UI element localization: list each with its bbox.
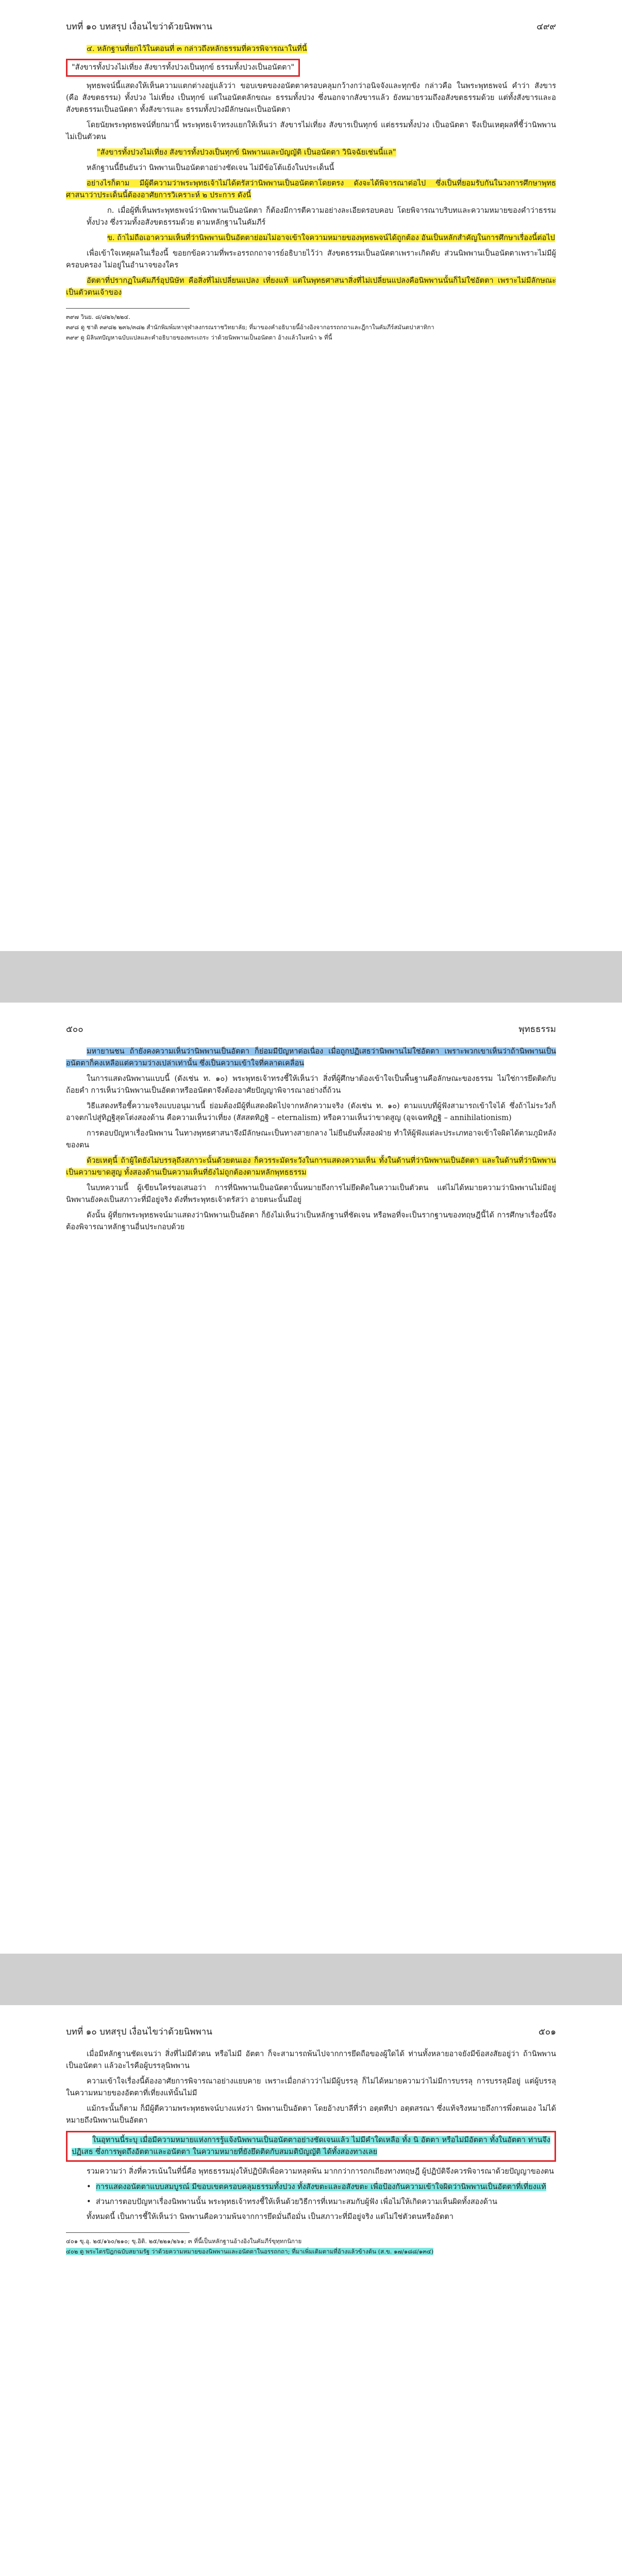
paragraph: ก. เมื่อผู้ที่เห็นพระพุทธพจน์ว่านิพพานเป็นอนัตตา ก็ต้องมีการตีความอย่างละเอียดรอบคอบ โดยพิจารณาบริบทและความหมายของคำว่าธรรมทั้งปวง ซึ่งรวมทั้งอสังขตธรรมด้วย ตามหลักฐานในคัมภีร์ xyxy=(87,207,556,227)
highlighted-box xyxy=(66,2131,556,2162)
paragraph: โดยนัยพระพุทธพจน์ที่ยกมานี้ พระพุทธเจ้าทรงแยกให้เห็นว่า สังขารไม่เที่ยง สังขารเป็นทุกข์ แต่ธรรมทั้งปวง เป็นอนัตตา จึงเป็นเหตุผลที่ชี้ว่านิพพานไม่เป็นตัวตน xyxy=(66,121,556,141)
paragraph: รวมความว่า สิ่งที่ควรเน้นในที่นี้คือ พุทธธรรมมุ่งให้ปฏิบัติเพื่อความหลุดพ้น มากกว่าการถกเถียงทางทฤษฎี ผู้ปฏิบัติจึงควรพิจารณาด้วยปัญญาของตน xyxy=(87,2167,554,2176)
header-left: บทที่ ๑๐ บทสรุป เงื่อนไขว่าด้วยนิพพาน xyxy=(66,22,212,32)
bullet-list xyxy=(87,2181,556,2208)
header-left: บทที่ ๑๐ บทสรุป เงื่อนไขว่าด้วยนิพพาน xyxy=(66,2027,212,2037)
page-number: ๕๐๑ xyxy=(538,2027,556,2037)
paragraph: ความเข้าใจเรื่องนี้ต้องอาศัยการพิจารณาอย่างแยบคาย เพราะเมื่อกล่าวว่าไม่มีผู้บรรลุ ก็ไม่ได้หมายความว่าไม่มีการบรรลุ การบรรลุมีอยู่ แต่ผู้บรรลุในความหมายของอัตตาที่เที่ยงแท้นั้นไม่มี xyxy=(66,2077,556,2097)
paragraph: ๔. หลักฐานที่ยกไว้ในตอนที่ ๓ กล่าวถึงหลักธรรมที่ควรพิจารณาในที่นี้ xyxy=(87,45,307,53)
page-body xyxy=(66,1046,556,1233)
quote: "สังขารทั้งปวงไม่เที่ยง สังขารทั้งปวงเป็นทุกข์ นิพพานและบัญญัติ เป็นอนัตตา วินิจฉัยเช่นนี้แล" xyxy=(97,148,396,157)
list-item: • ส่วนการตอบปัญหาเรื่องนิพพานนั้น พระพุทธเจ้าทรงชี้ให้เห็นด้วยวิธีการที่เหมาะสมกับผู้ฟัง เพื่อไม่ให้เกิดความเห็นผิดทั้งสองด้าน xyxy=(87,2196,556,2208)
page-body xyxy=(66,43,556,342)
paragraph: หลักฐานนี้ยืนยันว่า นิพพานเป็นอนัตตาอย่างชัดเจน ไม่มีข้อโต้แย้งในประเด็นนี้ xyxy=(87,164,334,172)
footnote-separator xyxy=(66,2232,190,2233)
paragraph: ด้วยเหตุนี้ ถ้าผู้ใดยังไม่บรรลุถึงสภาวะนั้นด้วยตนเอง ก็ควรระมัดระวังในการแสดงความเห็น ทั้งในด้านที่ว่านิพพานเป็นอัตตา และในด้านที่ว่านิพพานเป็นความขาดสูญ ทั้งสองด้านเป็นความเห็นที่ยังไม่ถูกต้องตามหลักพุทธธรรม xyxy=(66,1157,556,1177)
footnote: ๓๙๘ ดู ชาติ ๓๙๘๒ ๒๓๖/๓๘๒ สำนักพิมพ์มหาจุฬาลงกรณราชวิทยาลัย; ที่มาของคำอธิบายนี้อ้างอิงจากอรรถกถาและฎีกาในคัมภีร์สมันตปาสาทิกา xyxy=(66,324,434,331)
paragraph: เมื่อมีหลักฐานชัดเจนว่า สิ่งที่ไม่มีตัวตน หรือไม่มี อัตตา ก็จะสามารถพ้นไปจากการยึดถือของผู้ใดได้ ท่านทั้งหลายอาจยังมีข้อสงสัยอยู่ว่า ถ้านิพพานเป็นอนัตตา แล้วอะไรคือผู้บรรลุนิพพาน xyxy=(66,2050,556,2070)
footnote: ๓๙๙ ดู มิลินทปัญหาฉบับแปลและคำอธิบายของพระเถระ ว่าด้วยนิพพานเป็นอนัตตา อ้างแล้วในหน้า ๖ ที่นี้ xyxy=(66,334,332,341)
page-1 xyxy=(0,0,622,951)
footnote: ๔๐๒ ดู พระไตรปิฎกฉบับสยามรัฐ ว่าด้วยความหมายของนิพพานและอนัตตาในอรรถกถา; ที่มาเพิ่มเติมตามที่อ้างแล้วข้างต้น (ส.ข. ๑๗/๑๘๘/๑๓๔) xyxy=(66,2248,434,2255)
page-2 xyxy=(0,1003,622,1954)
footnote: ๓๙๗ วินย. ๘/๘๒๖/๒๒๔. xyxy=(66,313,130,320)
page-header xyxy=(66,2005,556,2038)
header-right: พุทธธรรม xyxy=(518,1024,556,1035)
list-item: • การแสดงอนัตตาแบบสมบูรณ์ มีขอบเขตครอบคลุมธรรมทั้งปวง ทั้งสังขตะและอสังขตะ เพื่อป้องกันความเข้าใจผิดว่านิพพานเป็นอัตตาที่เที่ยงแท้ xyxy=(87,2181,556,2193)
paragraph: ในอุทานนี้ระบุ เมื่อมีความหมายแห่งการรู้แจ้งนิพพานเป็นอนัตตาอย่างชัดเจนแล้ว ไม่มีคำใดเหลือ ทั้ง นิ อัตตา หรือไม่มีอัตตา ทั้งในอัตตา ท่านจึงปฏิเสธ ซึ่งการพูดถึงอัตตาและอนัตตา ในความหมายที่ยังยึดติดกับสมมติบัญญัติ ได้ทั้งสองทางเลย xyxy=(72,2136,550,2156)
page-body xyxy=(66,2048,556,2256)
footnote-separator xyxy=(66,308,190,309)
paragraph: แม้กระนั้นก็ตาม ก็มีผู้ตีความพระพุทธพจน์บางแห่งว่า นิพพานเป็นอัตตา โดยอ้างบาลีที่ว่า อตฺตทีปา อตฺตสรณา ซึ่งแท้จริงหมายถึงการพึ่งตนเอง ไม่ได้หมายถึงนิพพานเป็นอัตตา xyxy=(66,2105,557,2125)
paragraph: ข. ถ้าไม่ถือเอาความเห็นที่ว่านิพพานเป็นอัตตาย่อมไม่อาจเข้าใจความหมายของพุทธพจน์ได้ถูกต้อง อันเป็นหลักสำคัญในการศึกษาเรื่องนี้ต่อไป xyxy=(107,234,555,242)
page-number: ๔๙๙ xyxy=(536,22,556,32)
paragraph: การตอบปัญหาเรื่องนิพพาน ในทางพุทธศาสนาจึงมีลักษณะเป็นทางสายกลาง ไม่ยืนยันทั้งสองฝ่าย ทำให้ผู้ฟังแต่ละประเภทอาจเข้าใจผิดได้ตามภูมิหลังของตน xyxy=(66,1129,556,1149)
paragraph: วิธีแสดงหรือชี้ความจริงแบบอนุมานนี้ ย่อมต้องมีผู้ที่แสดงผิดไปจากหลักความจริง (ดังเช่น ท. ๑๐) ตามแบบที่ผู้ฟังสามารถเข้าใจได้ ซึ่งถ้าไม่ระวังก็อาจตกไปสู่ทิฏฐิสุดโต่งสองด้าน คือความเห็นว่าเที่ยง (สัสสตทิฏฐิ – eternalism) หรือความเห็นว่าขาดสูญ (อุจเฉททิฏฐิ – annihilationism) xyxy=(66,1102,556,1122)
paragraph: ดังนั้น ผู้ที่ยกพระพุทธพจน์มาแสดงว่านิพพานเป็นอัตตา ก็ยังไม่เห็นว่าเป็นหลักฐานที่ชัดเจน หรือพอที่จะเป็นรากฐานของทฤษฎีนี้ได้ การศึกษาเรื่องนี้จึงต้องพิจารณาหลักฐานอื่นประกอบด้วย xyxy=(66,1211,556,1231)
page-header xyxy=(66,1003,556,1036)
page-3 xyxy=(0,2005,622,2576)
footnote: ๔๐๑ ขุ.อุ. ๒๕/๑๖๐/๒๑๐; ขุ.อิติ. ๒๕/๒๒๑/๒๖๑; ๓ ที่นี้เป็นหลักฐานอ้างอิงในคัมภีร์ขุทฺทกนิกาย xyxy=(66,2238,302,2245)
paragraph: พุทธพจน์นี้แสดงให้เห็นความแตกต่างอยู่แล้วว่า ขอบเขตของอนัตตาครอบคลุมกว้างกว่าอนิจจังและทุกขัง กล่าวคือ ในพระพุทธพจน์ คำว่า สังขาร (คือ สังขตธรรม) ทั้งปวง ไม่เที่ยง เป็นทุกข์ แต่ในอนัตตลักขณะ ธรรมทั้งปวง ซึ่งนอกจากสังขารแล้ว ยังหมายรวมถึงอสังขตธรรมด้วย แต่ทั้งสังขารและอสังขตธรรมเป็นอนัตตา ทั้งสังขารและ ธรรมทั้งปวงมีลักษณะเป็นอนัตตา xyxy=(66,82,556,114)
paragraph: ในการแสดงนิพพานแบบนี้ (ดังเช่น ท. ๑๐) พระพุทธเจ้าทรงชี้ให้เห็นว่า สิ่งที่ผู้ศึกษาต้องเข้าใจเป็นพื้นฐานคือลักษณะของธรรม ไม่ใช่การยึดติดกับถ้อยคำ การเห็นว่านิพพานเป็นอัตตาหรืออนัตตาจึงต้องอาศัยปัญญาพิจารณาอย่างถี่ถ้วน xyxy=(66,1075,556,1095)
paragraph: มหายานชน ถ้ายังคงความเห็นว่านิพพานเป็นอัตตา ก็ย่อมมีปัญหาต่อเนื่อง เมื่อถูกปฏิเสธว่านิพพานไม่ใช่อัตตา เพราะพวกเขาเห็นว่าถ้านิพพานเป็นอนัตตาก็คงเหลือแต่ความว่างเปล่าเท่านั้น ซึ่งเป็นความเข้าใจที่คลาดเคลื่อน xyxy=(66,1047,556,1067)
paragraph: เพื่อเข้าใจเหตุผลในเรื่องนี้ ขอยกข้อความที่พระอรรถกถาจารย์อธิบายไว้ว่า สังขตธรรมเป็นอนัตตาเพราะเกิดดับ ส่วนนิพพานเป็นอนัตตาเพราะไม่มีผู้ครอบครอง ไม่อยู่ในอำนาจของใคร xyxy=(66,249,556,269)
paragraph: ในบทความนี้ ผู้เขียนใคร่ขอเสนอว่า การที่นิพพานเป็นอนัตตานั้นหมายถึงการไม่ยึดติดในความเป็นตัวตน แต่ไม่ได้หมายความว่านิพพานไม่มีอยู่ นิพพานยังคงเป็นสภาวะที่มีอยู่จริง ดังที่พระพุทธเจ้าตรัสว่า อายตนะนั้นมีอยู่ xyxy=(66,1184,556,1204)
page-number: ๕๐๐ xyxy=(66,1024,83,1035)
page-header xyxy=(66,0,556,33)
paragraph: อย่างไรก็ตาม มีผู้ตีความว่าพระพุทธเจ้าไม่ได้ตรัสว่านิพพานเป็นอนัตตาโดยตรง ดังจะได้พิจารณาต่อไป ซึ่งเป็นที่ยอมรับกันในวงการศึกษาพุทธศาสนาว่าประเด็นนี้ต้องอาศัยการวิเคราะห์ ๒ ประการ ดังนี้ xyxy=(66,179,556,199)
quote: "สังขารทั้งปวงไม่เที่ยง สังขารทั้งปวงเป็นทุกข์ ธรรมทั้งปวงเป็นอนัตตา" xyxy=(66,59,556,77)
paragraph: ทั้งหมดนี้ เป็นการชี้ให้เห็นว่า นิพพานคือความพ้นจากการยึดมั่นถือมั่น เป็นสภาวะที่มีอยู่จริง แต่ไม่ใช่ตัวตนหรืออัตตา xyxy=(87,2213,453,2221)
paragraph: อัตตาที่ปรากฏในคัมภีร์อุปนิษัท คือสิ่งที่ไม่เปลี่ยนแปลง เที่ยงแท้ แต่ในพุทธศาสนาสิ่งที่ไม่เปลี่ยนแปลงคือนิพพานนั้นก็ไม่ใช่อัตตา เพราะไม่มีลักษณะเป็นตัวตนเจ้าของ xyxy=(66,277,556,297)
